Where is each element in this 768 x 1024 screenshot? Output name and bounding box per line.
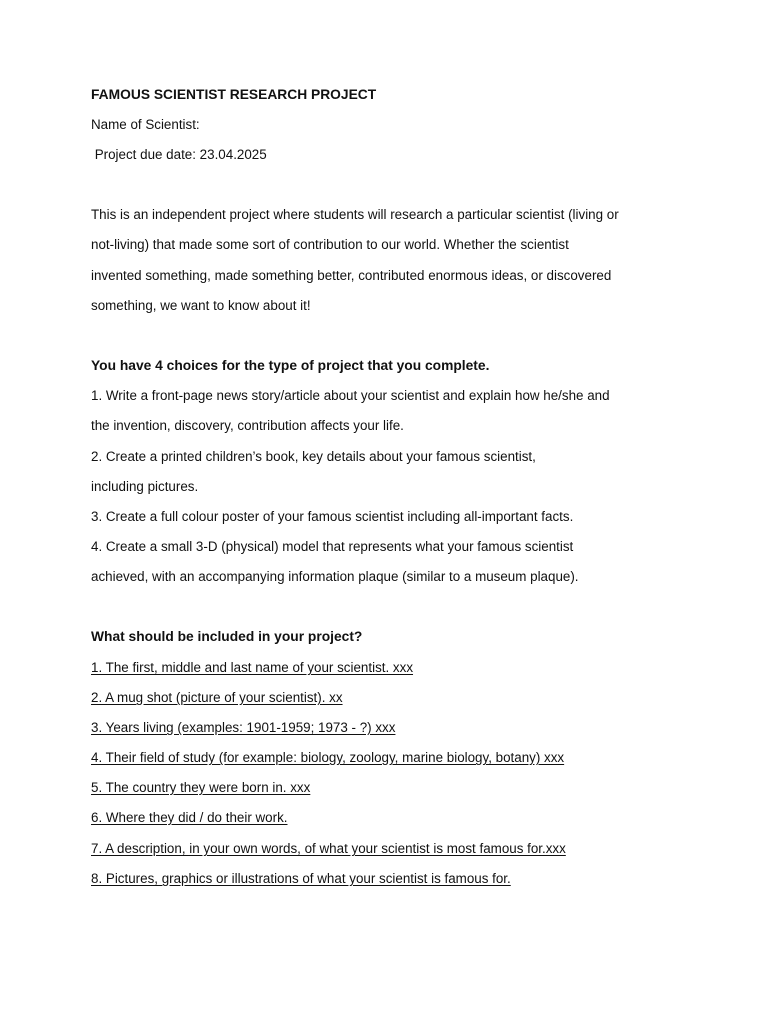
choices-heading: You have 4 choices for the type of project that you complete. [91, 358, 490, 373]
include-item: 8. Pictures, graphics or illustrations of what your scientist is famous for. [91, 871, 511, 886]
document-title: FAMOUS SCIENTIST RESEARCH PROJECT [91, 87, 377, 102]
include-item: 7. A description, in your own words, of what your scientist is most famous for.xxx [91, 841, 566, 856]
intro-line: This is an independent project where students will research a particular scientist (living or [91, 207, 619, 222]
choice-line: 1. Write a front-page news story/article about your scientist and explain how he/she and [91, 388, 610, 403]
include-item: 2. A mug shot (picture of your scientist). xx [91, 690, 343, 705]
intro-line: something, we want to know about it! [91, 298, 311, 313]
choice-line: 3. Create a full colour poster of your famous scientist including all-important facts. [91, 509, 574, 524]
choice-line: the invention, discovery, contribution affects your life. [91, 418, 404, 433]
intro-line: invented something, made something better, contributed enormous ideas, or discovered [91, 268, 612, 283]
choice-line: including pictures. [91, 479, 199, 494]
include-item: 1. The first, middle and last name of your scientist. xxx [91, 660, 414, 675]
include-item: 5. The country they were born in. xxx [91, 780, 311, 795]
include-item: 4. Their field of study (for example: biology, zoology, marine biology, botany) xxx [91, 750, 565, 765]
include-heading: What should be included in your project? [91, 629, 363, 644]
choice-line: 2. Create a printed children’s book, key details about your famous scientist, [91, 449, 536, 464]
due-date-line: Project due date: 23.04.2025 [91, 147, 267, 162]
intro-line: not-living) that made some sort of contribution to our world. Whether the scientist [91, 237, 569, 252]
scientist-name-label: Name of Scientist: [91, 117, 200, 132]
choice-line: achieved, with an accompanying information plaque (similar to a museum plaque). [91, 569, 579, 584]
include-item: 3. Years living (examples: 1901-1959; 1973 - ?) xxx [91, 720, 396, 735]
include-item: 6. Where they did / do their work. [91, 810, 288, 825]
choice-line: 4. Create a small 3-D (physical) model that represents what your famous scientist [91, 539, 574, 554]
